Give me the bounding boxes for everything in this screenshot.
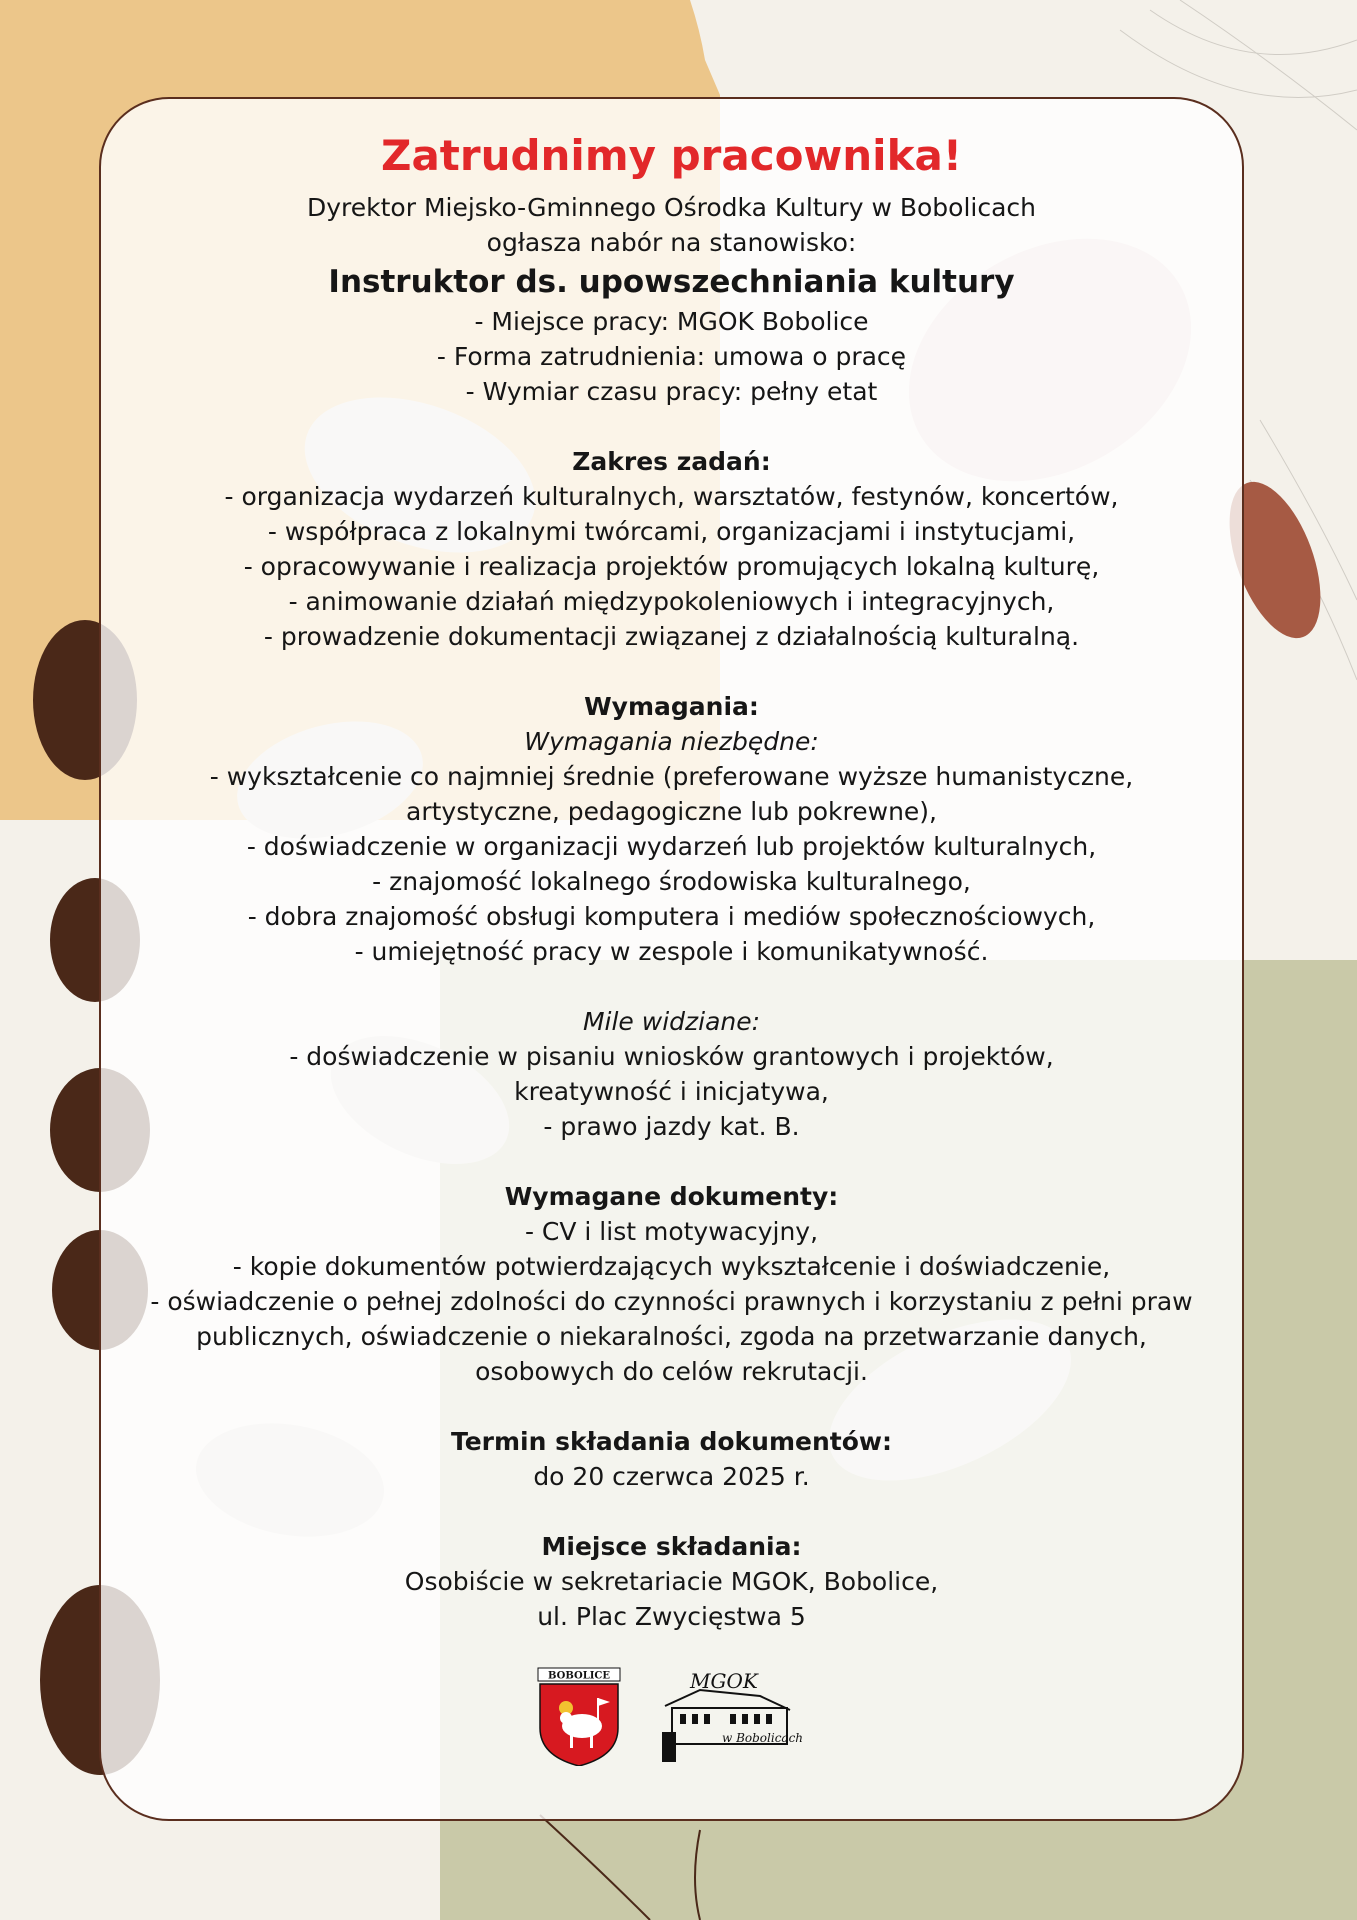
document-item: - kopie dokumentów potwierdzających wykształcenie i doświadczenie, [232, 1252, 1111, 1281]
mgok-logo [662, 1669, 803, 1762]
document-item: - CV i list motywacyjny, [524, 1217, 819, 1246]
detail-line: - Forma zatrudnienia: umowa o pracę [436, 342, 907, 371]
deadline-heading: Termin składania dokumentów: [450, 1427, 892, 1456]
requirement-item: - dobra znajomość obsługi komputera i mediów społecznościowych, [247, 902, 1096, 931]
intro-line: ogłasza nabór na stanowisko: [486, 228, 857, 257]
documents-heading: Wymagane dokumenty: [504, 1182, 839, 1211]
requirement-item: - znajomość lokalnego środowiska kulturalnego, [372, 867, 971, 896]
nice-to-have-item: - prawo jazdy kat. B. [543, 1112, 800, 1141]
position-title: Instruktor ds. upowszechniania kultury [328, 264, 1015, 300]
task-item: - opracowywanie i realizacja projektów promujących lokalną kulturę, [243, 552, 1100, 581]
place-line: ul. Plac Zwycięstwa 5 [537, 1602, 806, 1631]
requirements-subheading: Wymagania niezbędne: [524, 727, 819, 756]
requirement-item: - wykształcenie co najmniej średnie (preferowane wyższe humanistyczne, [209, 762, 1134, 791]
page-title: Zatrudnimy pracownika! [380, 131, 962, 180]
bobolice-coat-of-arms-logo [538, 1668, 620, 1766]
detail-line: - Wymiar czasu pracy: pełny etat [465, 377, 878, 406]
nice-to-have-item: - doświadczenie w pisaniu wniosków grantowych i projektów, [289, 1042, 1054, 1071]
mgok-label: MGOK [690, 1669, 758, 1693]
place-heading: Miejsce składania: [541, 1532, 802, 1561]
task-item: - współpraca z lokalnymi twórcami, organizacjami i instytucjami, [267, 517, 1076, 546]
deadline-value: do 20 czerwca 2025 r. [533, 1462, 810, 1491]
document-item: publicznych, oświadczenie o niekaralności, zgoda na przetwarzanie danych, [196, 1322, 1147, 1351]
requirement-item: artystyczne, pedagogiczne lub pokrewne), [406, 797, 937, 826]
nice-to-have-heading: Mile widziane: [582, 1007, 761, 1036]
intro-line: Dyrektor Miejsko-Gminnego Ośrodka Kultury w Bobolicach [306, 193, 1037, 222]
task-item: - organizacja wydarzeń kulturalnych, warsztatów, festynów, koncertów, [224, 482, 1119, 511]
tasks-heading: Zakres zadań: [572, 447, 771, 476]
task-item: - prowadzenie dokumentacji związanej z działalnością kulturalną. [263, 622, 1080, 651]
document-item: - oświadczenie o pełnej zdolności do czynności prawnych i korzystaniu z pełni praw [150, 1287, 1193, 1316]
detail-line: - Miejsce pracy: MGOK Bobolice [474, 307, 869, 336]
announcement-content [99, 128, 1244, 1634]
mgok-sub-label: w Bobolicach [722, 1731, 804, 1745]
place-line: Osobiście w sekretariacie MGOK, Bobolice, [404, 1567, 939, 1596]
bobolice-label: BOBOLICE [548, 1670, 610, 1682]
nice-to-have-item: kreatywność i inicjatywa, [514, 1077, 829, 1106]
requirement-item: - doświadczenie w organizacji wydarzeń lub projektów kulturalnych, [246, 832, 1097, 861]
requirement-item: - umiejętność pracy w zespole i komunikatywność. [354, 937, 989, 966]
document-item: osobowych do celów rekrutacji. [475, 1357, 868, 1386]
logos-row [0, 1666, 1357, 1766]
requirements-heading: Wymagania: [584, 692, 759, 721]
task-item: - animowanie działań międzypokoleniowych i integracyjnych, [288, 587, 1055, 616]
